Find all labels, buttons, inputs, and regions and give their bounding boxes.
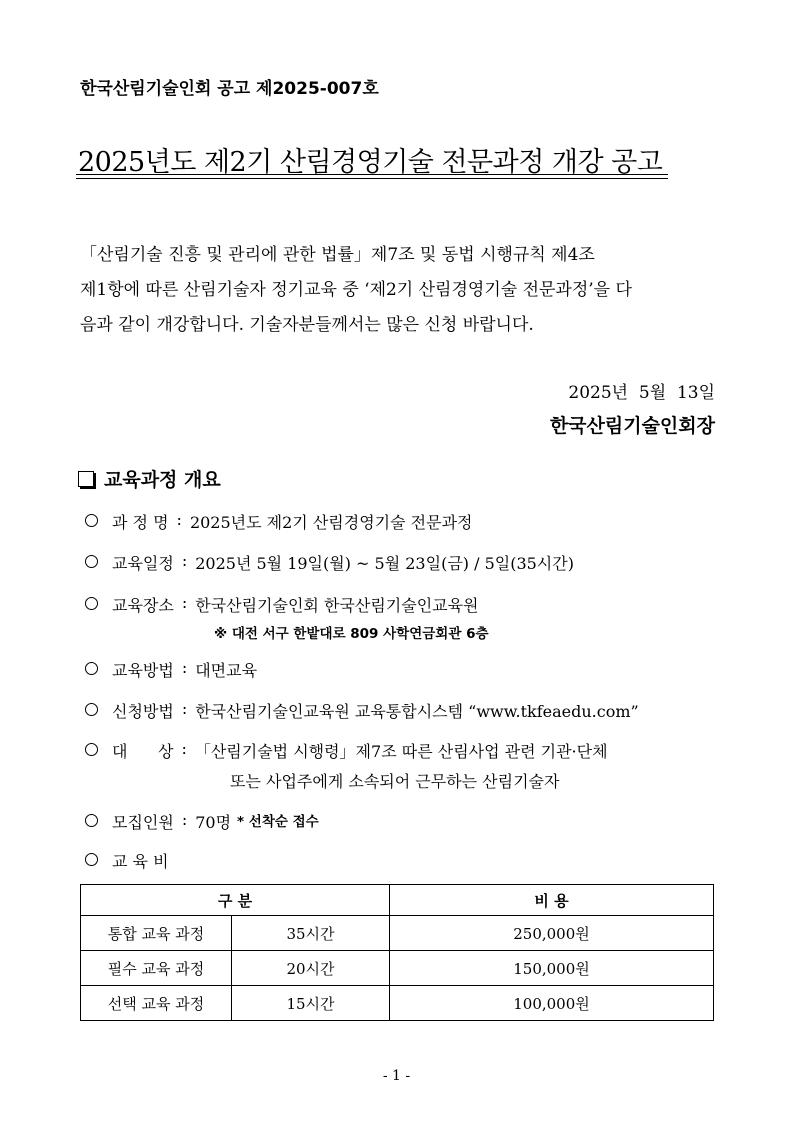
- item-label: 교육방법: [112, 661, 174, 680]
- table-cell-cost: 250,000원: [390, 916, 714, 951]
- fee-table: [80, 884, 714, 1021]
- colon: :: [181, 810, 188, 829]
- table-row: [81, 986, 714, 1021]
- table-row: [81, 916, 714, 951]
- intro-line: 제1항에 따른 산림기술자 정기교육 중 ‘제2기 산림경영기술 전문과정’을 다: [80, 280, 632, 300]
- item-value: 2025년도 제2기 산림경영기술 전문과정: [189, 513, 473, 532]
- title-underline: [76, 174, 668, 175]
- table-cell-hours: 15시간: [232, 986, 390, 1021]
- item-label: 과 정 명: [112, 513, 169, 532]
- item-location: [85, 593, 479, 616]
- circle-bullet-icon: [85, 853, 98, 866]
- table-header-row: [81, 885, 714, 916]
- target-value-line2: 또는 사업주에게 소속되어 근무하는 산림기술자: [230, 772, 560, 791]
- issuer-name: 한국산림기술인회장: [549, 415, 715, 437]
- item-fee: [85, 849, 169, 872]
- notice-date: 2025년 5월 13일: [568, 383, 715, 403]
- page-title: 2025년도 제2기 산림경영기술 전문과정 개강 공고: [78, 147, 663, 178]
- item-value: 「산림기술법 시행령」제7조 따른 산림사업 관련 기관·단체: [194, 742, 608, 761]
- table-header-cost: 비 용: [390, 885, 714, 916]
- circle-bullet-icon: [85, 743, 98, 756]
- item-label: 대 상: [112, 742, 174, 761]
- intro-line: 음과 같이 개강합니다. 기술자분들께서는 많은 신청 바랍니다.: [80, 315, 534, 335]
- item-value: 70명: [195, 813, 232, 832]
- item-recruit: [85, 810, 319, 833]
- item-label: 신청방법: [112, 702, 174, 721]
- section-title: 교육과정 개요: [104, 469, 221, 491]
- item-course-name: [85, 510, 472, 533]
- table-cell-course: 선택 교육 과정: [81, 986, 232, 1021]
- item-label: 모집인원: [112, 813, 174, 832]
- colon: :: [181, 739, 187, 758]
- colon: :: [181, 551, 188, 570]
- colon: :: [181, 658, 188, 677]
- circle-bullet-icon: [85, 662, 98, 675]
- item-value: 한국산림기술인회 한국산림기술인교육원: [195, 596, 479, 615]
- colon: :: [181, 593, 188, 612]
- intro-line: 「산림기술 진흥 및 관리에 관한 법률」제7조 및 동법 시행규칙 제4조: [80, 245, 595, 265]
- table-cell-course: 필수 교육 과정: [81, 951, 232, 986]
- intro-paragraph: [80, 238, 716, 343]
- location-note: ※ 대전 서구 한밭대로 809 사학연금회관 6층: [214, 626, 489, 642]
- item-label: 교육일정: [112, 554, 174, 573]
- circle-bullet-icon: [85, 814, 98, 827]
- item-method: [85, 658, 257, 681]
- circle-bullet-icon: [85, 703, 98, 716]
- table-cell-hours: 20시간: [232, 951, 390, 986]
- title-underline-double: [76, 178, 668, 179]
- item-value: 2025년 5월 19일(월) ~ 5월 23일(금) / 5일(35시간): [195, 554, 574, 573]
- item-application: [85, 699, 639, 722]
- table-header-category: 구 분: [81, 885, 390, 916]
- table-cell-hours: 35시간: [232, 916, 390, 951]
- item-label: 교육장소: [112, 596, 174, 615]
- table-cell-course: 통합 교육 과정: [81, 916, 232, 951]
- page-number: - 1 -: [382, 1068, 411, 1084]
- recruit-note: * 선착순 접수: [237, 814, 319, 830]
- table-cell-cost: 100,000원: [390, 986, 714, 1021]
- colon: :: [181, 699, 188, 718]
- notice-number: 한국산림기술인회 공고 제2025-007호: [80, 79, 379, 99]
- colon: :: [176, 510, 182, 529]
- circle-bullet-icon: [85, 514, 98, 527]
- table-cell-cost: 150,000원: [390, 951, 714, 986]
- item-target: [85, 739, 608, 762]
- circle-bullet-icon: [85, 555, 98, 568]
- item-schedule: [85, 551, 574, 574]
- item-label: 교 육 비: [112, 852, 169, 871]
- section-heading: [78, 465, 221, 492]
- circle-bullet-icon: [85, 597, 98, 610]
- item-value: 대면교육: [195, 661, 258, 680]
- checkbox-square-icon: [78, 471, 94, 487]
- table-row: [81, 951, 714, 986]
- item-value: 한국산림기술인교육원 교육통합시스템 “www.tkfeaedu.com”: [195, 702, 639, 721]
